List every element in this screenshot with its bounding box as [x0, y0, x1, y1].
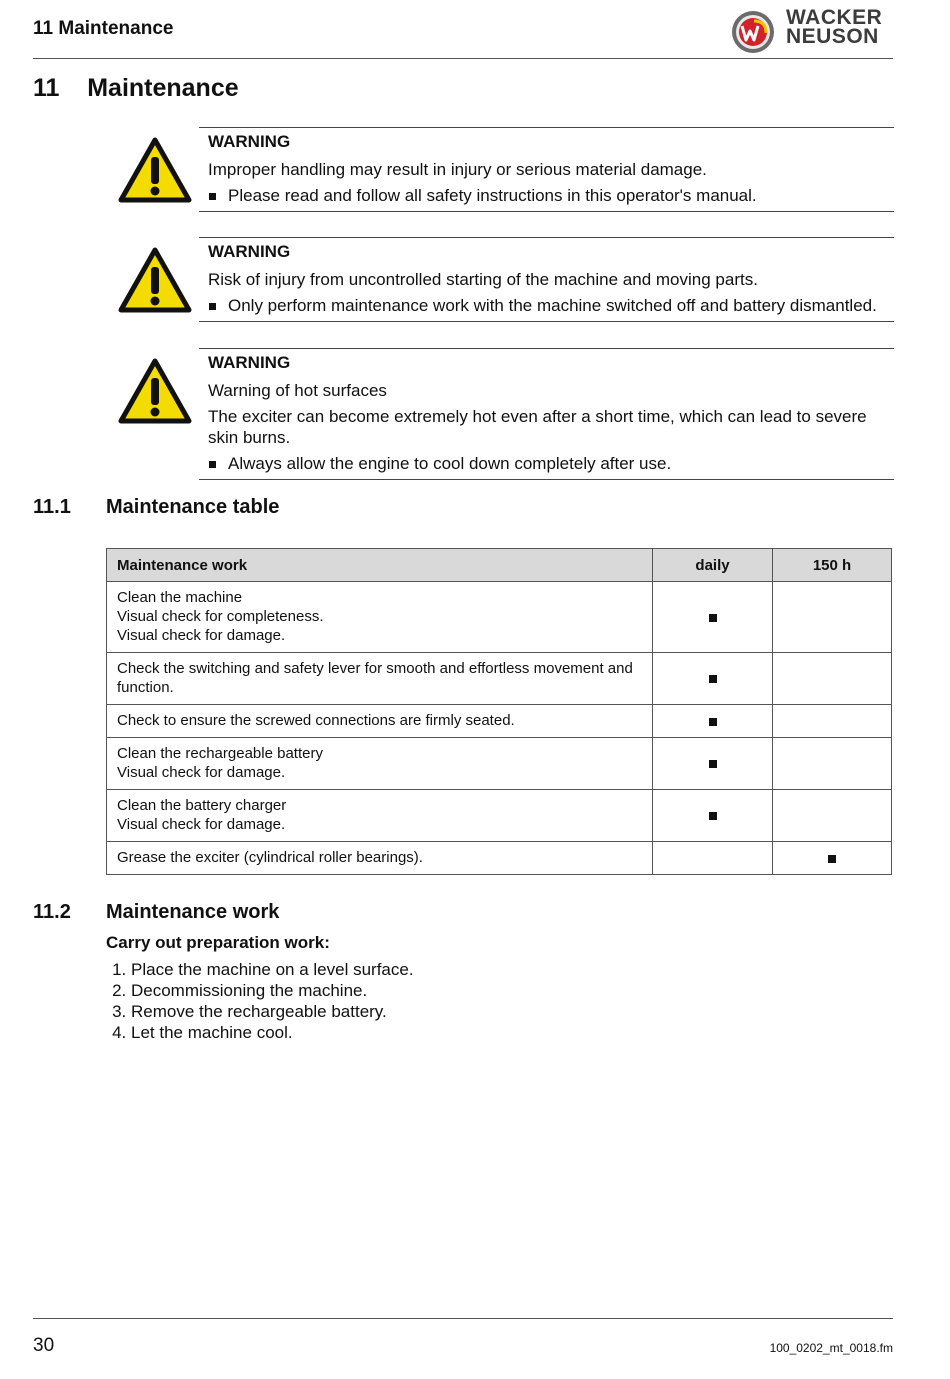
warning-text: Risk of injury from uncontrolled starting of the machine and moving parts.	[208, 270, 758, 289]
checkmark-square-icon	[709, 812, 717, 820]
table-cell-daily	[653, 842, 773, 875]
table-cell-work	[107, 790, 653, 842]
table-cell-150h	[773, 790, 892, 842]
list-item: 3. Remove the rechargeable battery.	[131, 1001, 414, 1022]
warning-text: Improper handling may result in injury or serious material damage.	[208, 160, 707, 179]
table-cell-work	[107, 738, 653, 790]
section-title: Maintenance table	[106, 496, 280, 518]
warning-bullet: Please read and follow all safety instructions in this operator's manual.	[208, 185, 894, 206]
checkmark-square-icon	[709, 675, 717, 683]
column-header-daily: daily	[653, 549, 773, 582]
column-header-150h: 150 h	[773, 549, 892, 582]
table-cell-150h	[773, 842, 892, 875]
checkmark-square-icon	[709, 718, 717, 726]
work-line: Clean the rechargeable battery	[117, 745, 323, 762]
table-cell-150h	[773, 738, 892, 790]
page-footer	[33, 1318, 893, 1356]
work-line: Clean the machine	[117, 589, 243, 606]
warning-title: WARNING	[208, 242, 291, 261]
table-cell-daily	[653, 790, 773, 842]
work-line: Check to ensure the screwed connections are firmly seated.	[117, 712, 515, 729]
file-name: 100_0202_mt_0018.fm	[769, 1341, 893, 1355]
warning-text-detail: The exciter can become extremely hot even after a short time, which can lead to severe skin burns.	[208, 407, 867, 447]
header-title: 11 Maintenance	[33, 18, 174, 39]
warning-triangle-icon	[118, 247, 192, 313]
section-number: 11.2	[33, 901, 71, 923]
table-row	[107, 842, 892, 875]
warning-box	[199, 237, 894, 322]
table-cell-work	[107, 582, 653, 653]
warning-title: WARNING	[208, 353, 291, 372]
logo-text	[786, 8, 882, 46]
table-header-row	[107, 549, 892, 582]
preparation-work	[106, 933, 414, 1043]
work-line: Grease the exciter (cylindrical roller bearings).	[117, 849, 423, 866]
list-item: 4. Let the machine cool.	[131, 1022, 414, 1043]
table-cell-daily	[653, 705, 773, 738]
table-row	[107, 790, 892, 842]
checkmark-square-icon	[709, 760, 717, 768]
logo-line-2: NEUSON	[786, 25, 879, 48]
preparation-title: Carry out preparation work:	[106, 933, 330, 952]
table-cell-work	[107, 842, 653, 875]
chapter-title: 11 Maintenance	[33, 74, 239, 102]
checkmark-square-icon	[709, 614, 717, 622]
logo-line-1: WACKER	[786, 6, 883, 29]
section-number: 11.1	[33, 496, 71, 518]
table-cell-work	[107, 705, 653, 738]
warning-triangle-icon	[118, 358, 192, 424]
table-row	[107, 705, 892, 738]
table-cell-work	[107, 653, 653, 705]
table-cell-daily	[653, 653, 773, 705]
work-line: Visual check for damage.	[117, 816, 286, 833]
checkmark-square-icon	[828, 855, 836, 863]
work-line: Visual check for damage.	[117, 627, 286, 644]
maintenance-table	[106, 548, 892, 875]
warning-triangle-icon	[118, 137, 192, 203]
warning-title: WARNING	[208, 132, 291, 151]
work-line: Clean the battery charger	[117, 797, 287, 814]
warning-text: Warning of hot surfaces	[208, 381, 387, 400]
table-cell-daily	[653, 738, 773, 790]
table-cell-150h	[773, 705, 892, 738]
page-header	[33, 6, 893, 59]
column-header-work: Maintenance work	[107, 549, 653, 582]
page-number: 30	[33, 1335, 55, 1356]
table-row	[107, 582, 892, 653]
warning-bullet: Always allow the engine to cool down completely after use.	[208, 453, 894, 474]
warning-bullet: Only perform maintenance work with the machine switched off and battery dismantled.	[208, 295, 894, 316]
warning-box	[199, 127, 894, 212]
table-row	[107, 653, 892, 705]
list-item: 2. Decommissioning the machine.	[131, 980, 414, 1001]
brand-logo	[712, 8, 890, 54]
work-line: Check the switching and safety lever for smooth and effortless movement and function.	[117, 660, 633, 696]
logo-emblem-icon	[730, 9, 776, 55]
list-item: 1. Place the machine on a level surface.	[131, 959, 414, 980]
work-line: Visual check for damage.	[117, 764, 286, 781]
warning-box	[199, 348, 894, 480]
table-cell-150h	[773, 582, 892, 653]
table-cell-150h	[773, 653, 892, 705]
work-line: Visual check for completeness.	[117, 608, 324, 625]
table-row	[107, 738, 892, 790]
table-cell-daily	[653, 582, 773, 653]
preparation-steps	[106, 959, 414, 1043]
section-title: Maintenance work	[106, 901, 280, 923]
